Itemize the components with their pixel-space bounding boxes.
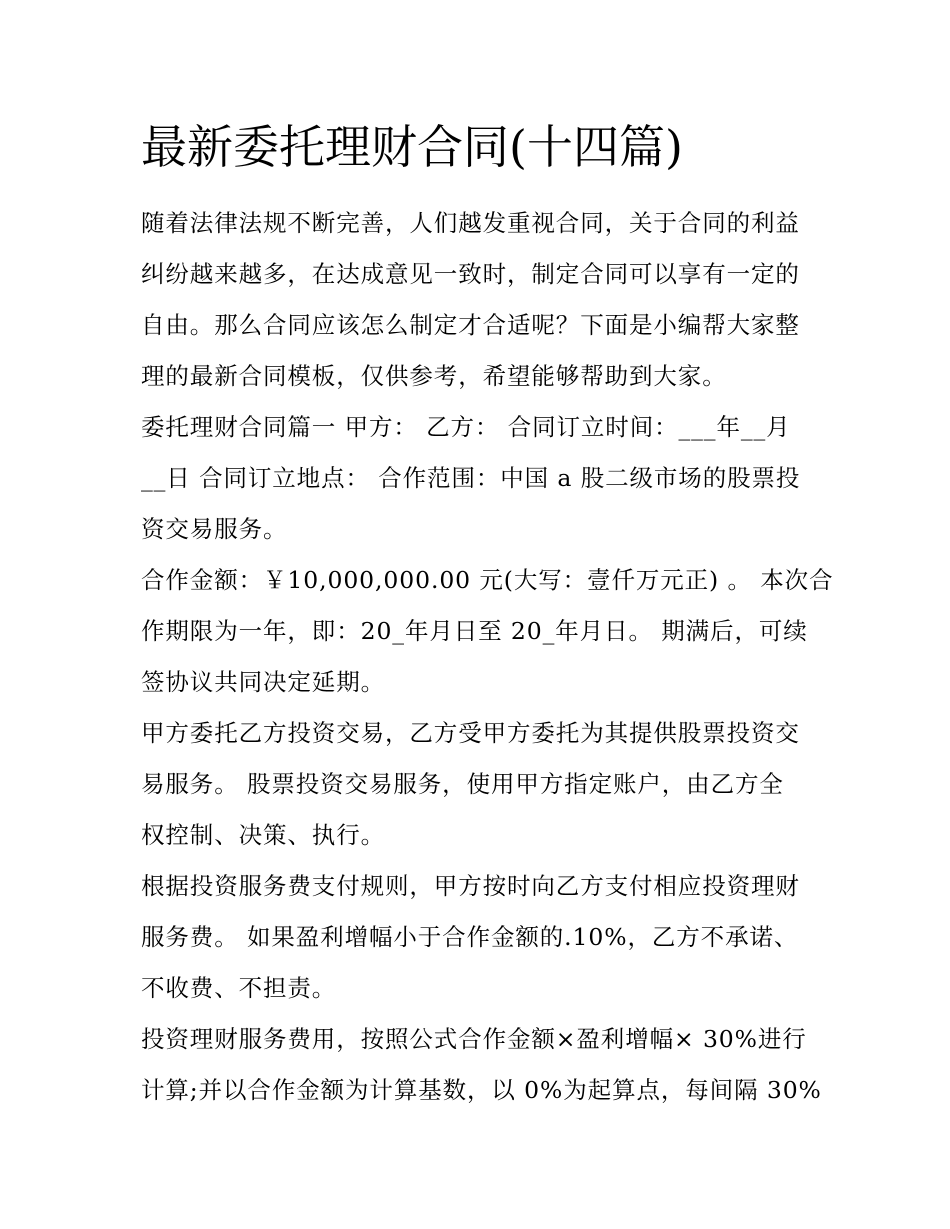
paragraph-line: 理的最新合同模板，仅供参考，希望能够帮助到大家。 xyxy=(141,362,727,390)
paragraph-line: 计算;并以合作金额为计算基数，以 0%为起算点，每间隔 30% xyxy=(141,1076,822,1104)
paragraph-line: 自由。那么合同应该怎么制定才合适呢？下面是小编帮大家整 xyxy=(141,311,800,339)
document-title: 最新委托理财合同(十四篇) xyxy=(141,120,683,174)
paragraph-line: 合作金额：￥10,000,000.00 元(大写：壹仟万元正) 。 本次合 xyxy=(141,566,834,594)
paragraph-line: 投资理财服务费用，按照公式合作金额×盈利增幅× 30%进行 xyxy=(141,1025,807,1053)
paragraph-amount xyxy=(141,555,834,708)
paragraph-line: 甲方委托乙方投资交易，乙方受甲方委托为其提供股票投资交 xyxy=(141,719,800,747)
paragraph-parties xyxy=(141,402,813,555)
paragraph-line: 委托理财合同篇一 甲方： 乙方： 合同订立时间：___年__月 xyxy=(141,413,791,441)
paragraph-service xyxy=(141,708,813,861)
paragraph-line: 服务费。 如果盈利增幅小于合作金额的.10%，乙方不承诺、 xyxy=(141,923,799,951)
paragraph-line: 易服务。 股票投资交易服务，使用甲方指定账户，由乙方全 xyxy=(141,770,784,798)
paragraph-line: __日 合同订立地点： 合作范围：中国 a 股二级市场的股票投 xyxy=(141,464,801,492)
paragraph-line: 不收费、不担责。 xyxy=(141,974,337,1002)
paragraph-line: 资交易服务。 xyxy=(141,515,288,543)
paragraph-intro xyxy=(141,198,813,402)
paragraph-line: 签协议共同决定延期。 xyxy=(141,668,385,696)
paragraph-fee-formula xyxy=(141,1014,822,1116)
paragraph-line: 作期限为一年，即：20_年月日至 20_年月日。 期满后，可续 xyxy=(141,617,808,645)
paragraph-line: 纠纷越来越多，在达成意见一致时，制定合同可以享有一定的 xyxy=(141,260,800,288)
paragraph-line: 根据投资服务费支付规则，甲方按时向乙方支付相应投资理财 xyxy=(141,872,800,900)
document-page xyxy=(141,112,834,1116)
title-spacer xyxy=(141,182,813,198)
paragraph-line: 随着法律法规不断完善，人们越发重视合同，关于合同的利益 xyxy=(141,209,800,237)
paragraph-line: 权控制、决策、执行。 xyxy=(141,821,385,849)
paragraph-fee-rules xyxy=(141,861,813,1014)
